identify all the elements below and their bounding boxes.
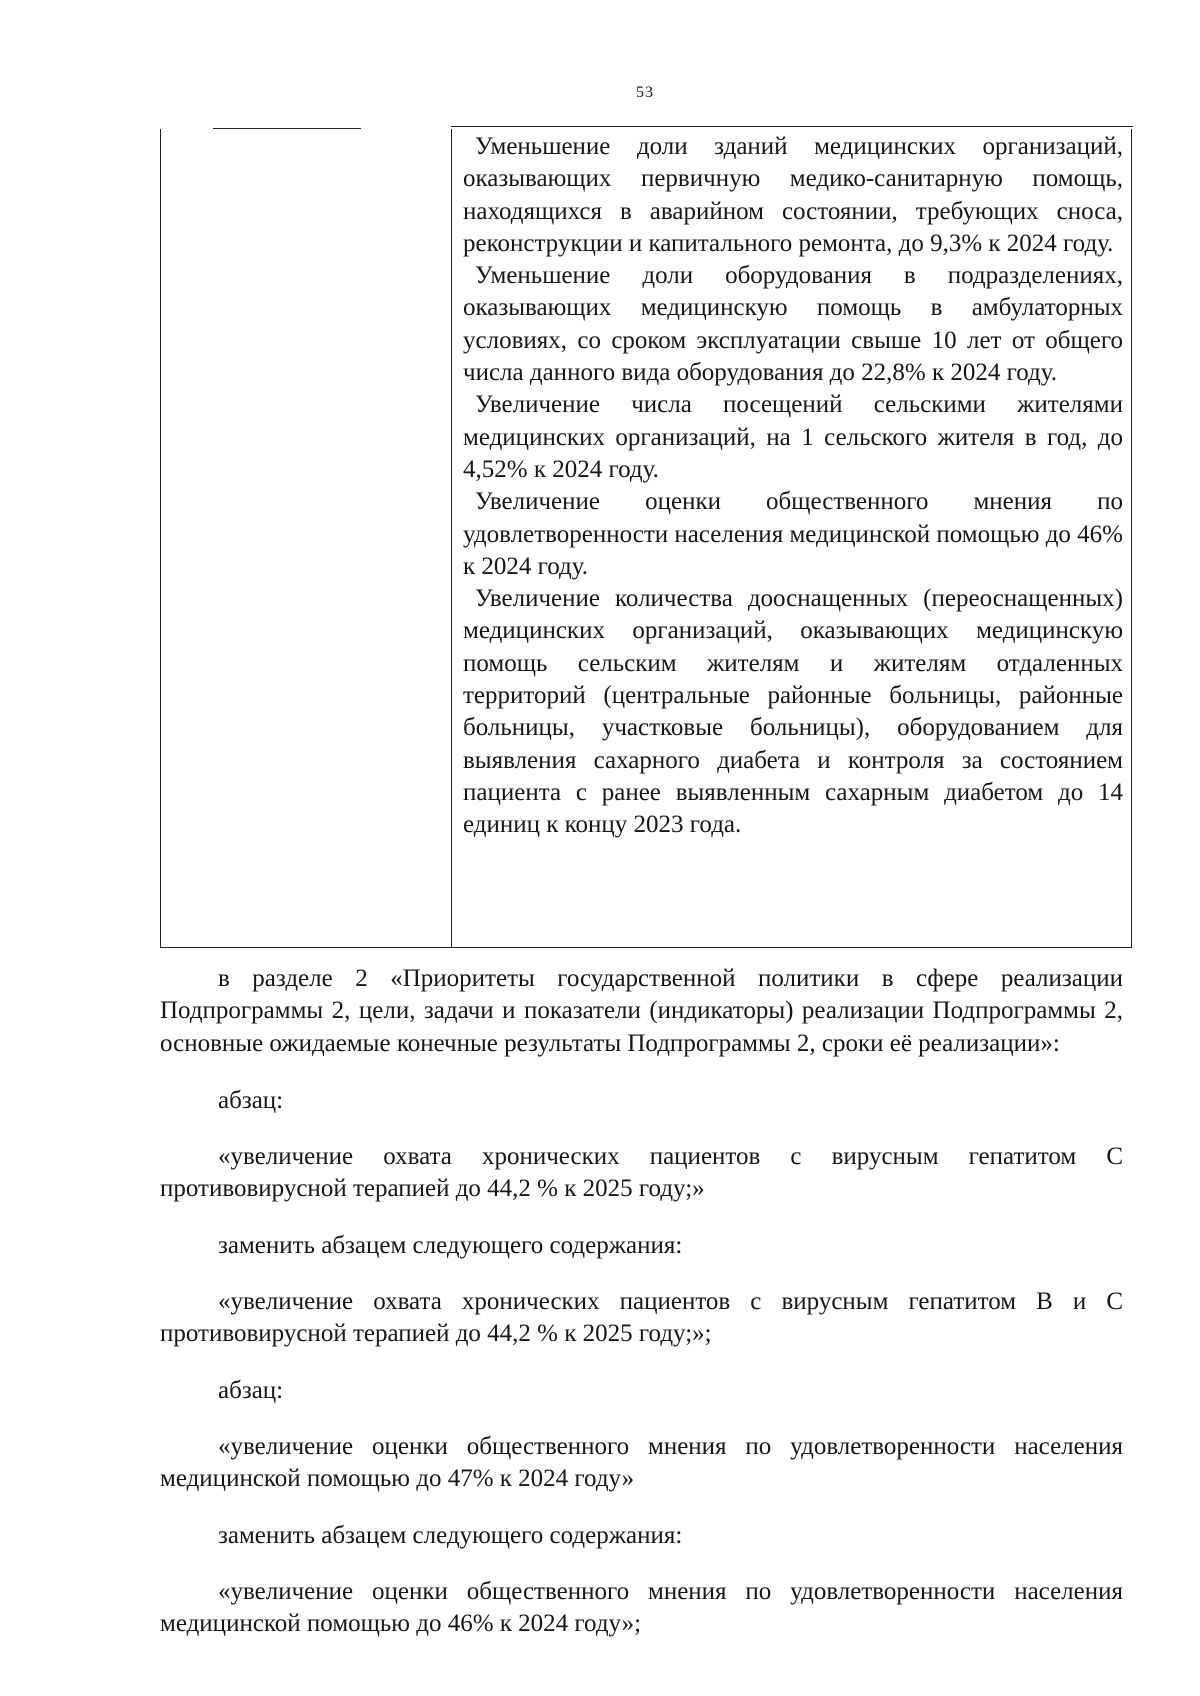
table-top-border-right — [451, 126, 1133, 127]
table-column-divider — [451, 129, 452, 947]
new-paragraph-text: «увеличение оценки общественного мнения по удовлетворенности населения медицинской помощью до 46% к 2024 году»; — [160, 1577, 1123, 1638]
old-paragraph-text: «увеличение оценки общественного мнения по удовлетворенности населения медицинской помощью до 47% к 2024 году» — [160, 1432, 1123, 1493]
indicators-cell — [463, 131, 1123, 842]
table-top-border-left — [213, 128, 361, 129]
new-paragraph-text: «увеличение охвата хронических пациентов с вирусным гепатитом В и С противовирусной терапией до 44,2 % к 2025 году;»; — [160, 1288, 1123, 1348]
replace-instruction: заменить абзацем следующего содержания: — [218, 1231, 683, 1259]
indicators-table — [160, 129, 1132, 948]
indicator-item: Увеличение количества дооснащенных (переоснащенных) медицинских организаций, оказывающих медицинскую помощь сельским жителям и жителям отдаленных территорий (центральные районные больницы, районные больницы, участковые больницы), оборудованием для выявления сахарного диабета и контроля за состоянием пациента с ранее выявленным сахарным диабетом до 14 единиц к концу 2023 года. — [463, 585, 1123, 839]
indicator-item: Увеличение оценки общественного мнения по удовлетворенности населения медицинской помощью до 46% к 2024 году. — [463, 488, 1123, 580]
indicator-item: Уменьшение доли зданий медицинских организаций, оказывающих первичную медико-санитарную помощь, находящихся в аварийном состоянии, требующих сноса, реконструкции и капитального ремонта, до 9,3% к 2024 году. — [463, 133, 1123, 257]
paragraph-label: абзац: — [218, 1376, 284, 1404]
paragraph-label: абзац: — [218, 1086, 284, 1114]
section-intro-paragraph: в разделе 2 «Приоритеты государственной политики в сфере реализации Подпрограммы 2, цели, задачи и показатели (индикаторы) реализации Подпрограммы 2, основные ожидаемые конечные результаты Подпрограммы 2, сроки её реализации»: — [160, 965, 1123, 1057]
indicator-item: Уменьшение доли оборудования в подразделениях, оказывающих медицинскую помощь в амбулаторных условиях, со сроком эксплуатации свыше 10 лет от общего числа данного вида оборудования до 22,8% к 2024 году. — [463, 262, 1123, 387]
document-body — [160, 963, 1123, 1640]
replace-instruction: заменить абзацем следующего содержания: — [218, 1521, 683, 1549]
page-number: 53 — [636, 84, 654, 101]
indicator-item: Увеличение числа посещений сельскими жителями медицинских организаций, на 1 сельского жителя в год, до 4,52% к 2024 году. — [463, 391, 1123, 483]
old-paragraph-text: «увеличение охвата хронических пациентов с вирусным гепатитом С противовирусной терапией до 44,2 % к 2025 году;» — [160, 1143, 1123, 1203]
